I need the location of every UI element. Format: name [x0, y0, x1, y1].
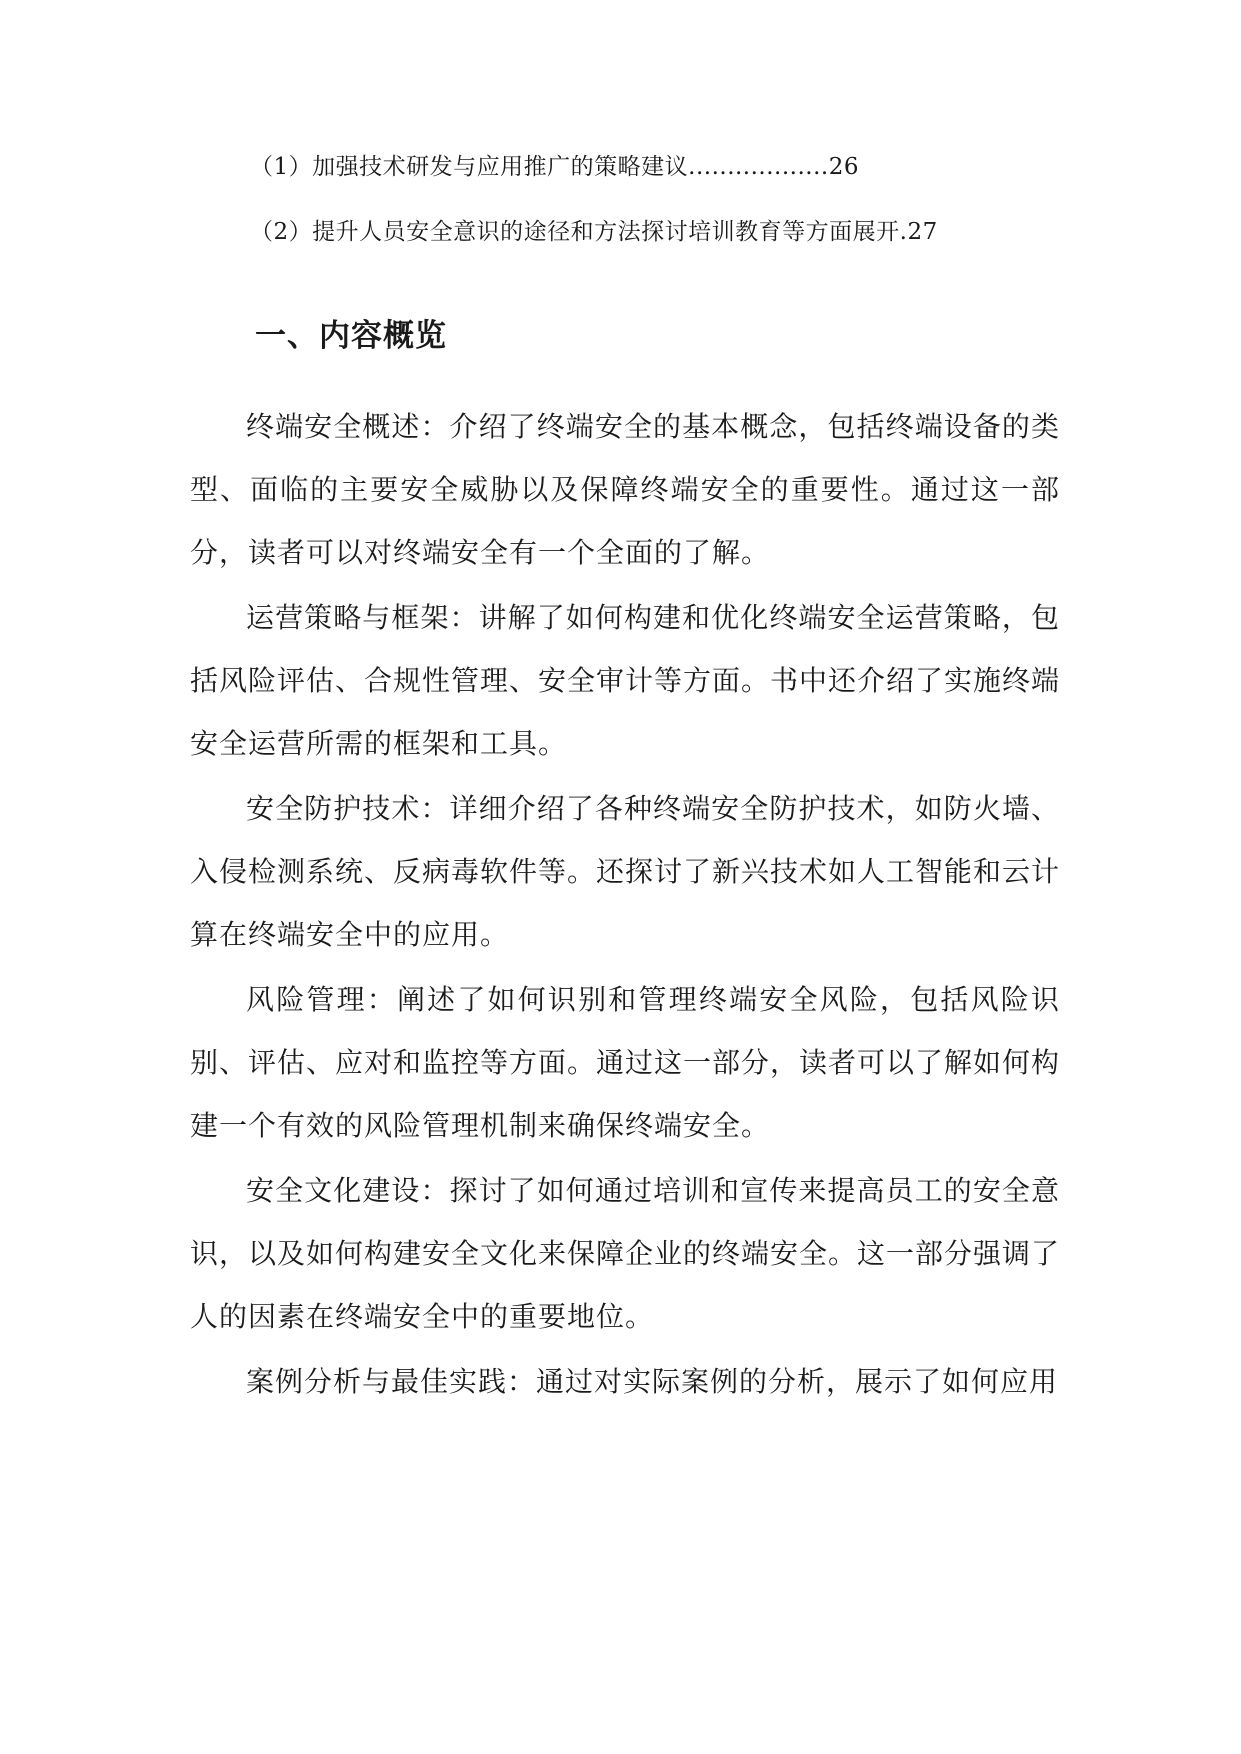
paragraph-operations-strategy: 运营策略与框架：讲解了如何构建和优化终端安全运营策略，包括风险评估、合规性管理、安全审计等方面。书中还介绍了实施终端安全运营所需的框架和工具。: [190, 601, 1061, 760]
paragraph-protection-tech: 安全防护技术：详细介绍了各种终端安全防护技术，如防火墙、入侵检测系统、反病毒软件等。还探讨了新兴技术如人工智能和云计算在终端安全中的应用。: [190, 792, 1061, 951]
paragraph-security-culture: 安全文化建设：探讨了如何通过培训和宣传来提高员工的安全意识，以及如何构建安全文化来保障企业的终端安全。这一部分强调了人的因素在终端安全中的重要地位。: [190, 1174, 1061, 1333]
section-heading: 一、内容概览: [255, 318, 447, 354]
paragraph-case-analysis: 案例分析与最佳实践：通过对实际案例的分析，展示了如何应用: [246, 1365, 1059, 1398]
paragraph-risk-management: 风险管理：阐述了如何识别和管理终端安全风险，包括风险识别、评估、应对和监控等方面。通过这一部分，读者可以了解如何构建一个有效的风险管理机制来确保终端安全。: [190, 983, 1061, 1142]
paragraph-endpoint-overview: 终端安全概述：介绍了终端安全的基本概念，包括终端设备的类型、面临的主要安全威胁以及保障终端安全的重要性。通过这一部分，读者可以对终端安全有一个全面的了解。: [190, 410, 1060, 569]
toc-entry[interactable]: （2）提升人员安全意识的途径和方法探讨培训教育等方面展开.27: [250, 219, 938, 245]
toc-entry[interactable]: （1）加强技术研发与应用推广的策略建议..................26: [250, 154, 859, 180]
body-text: [190, 395, 1060, 1415]
